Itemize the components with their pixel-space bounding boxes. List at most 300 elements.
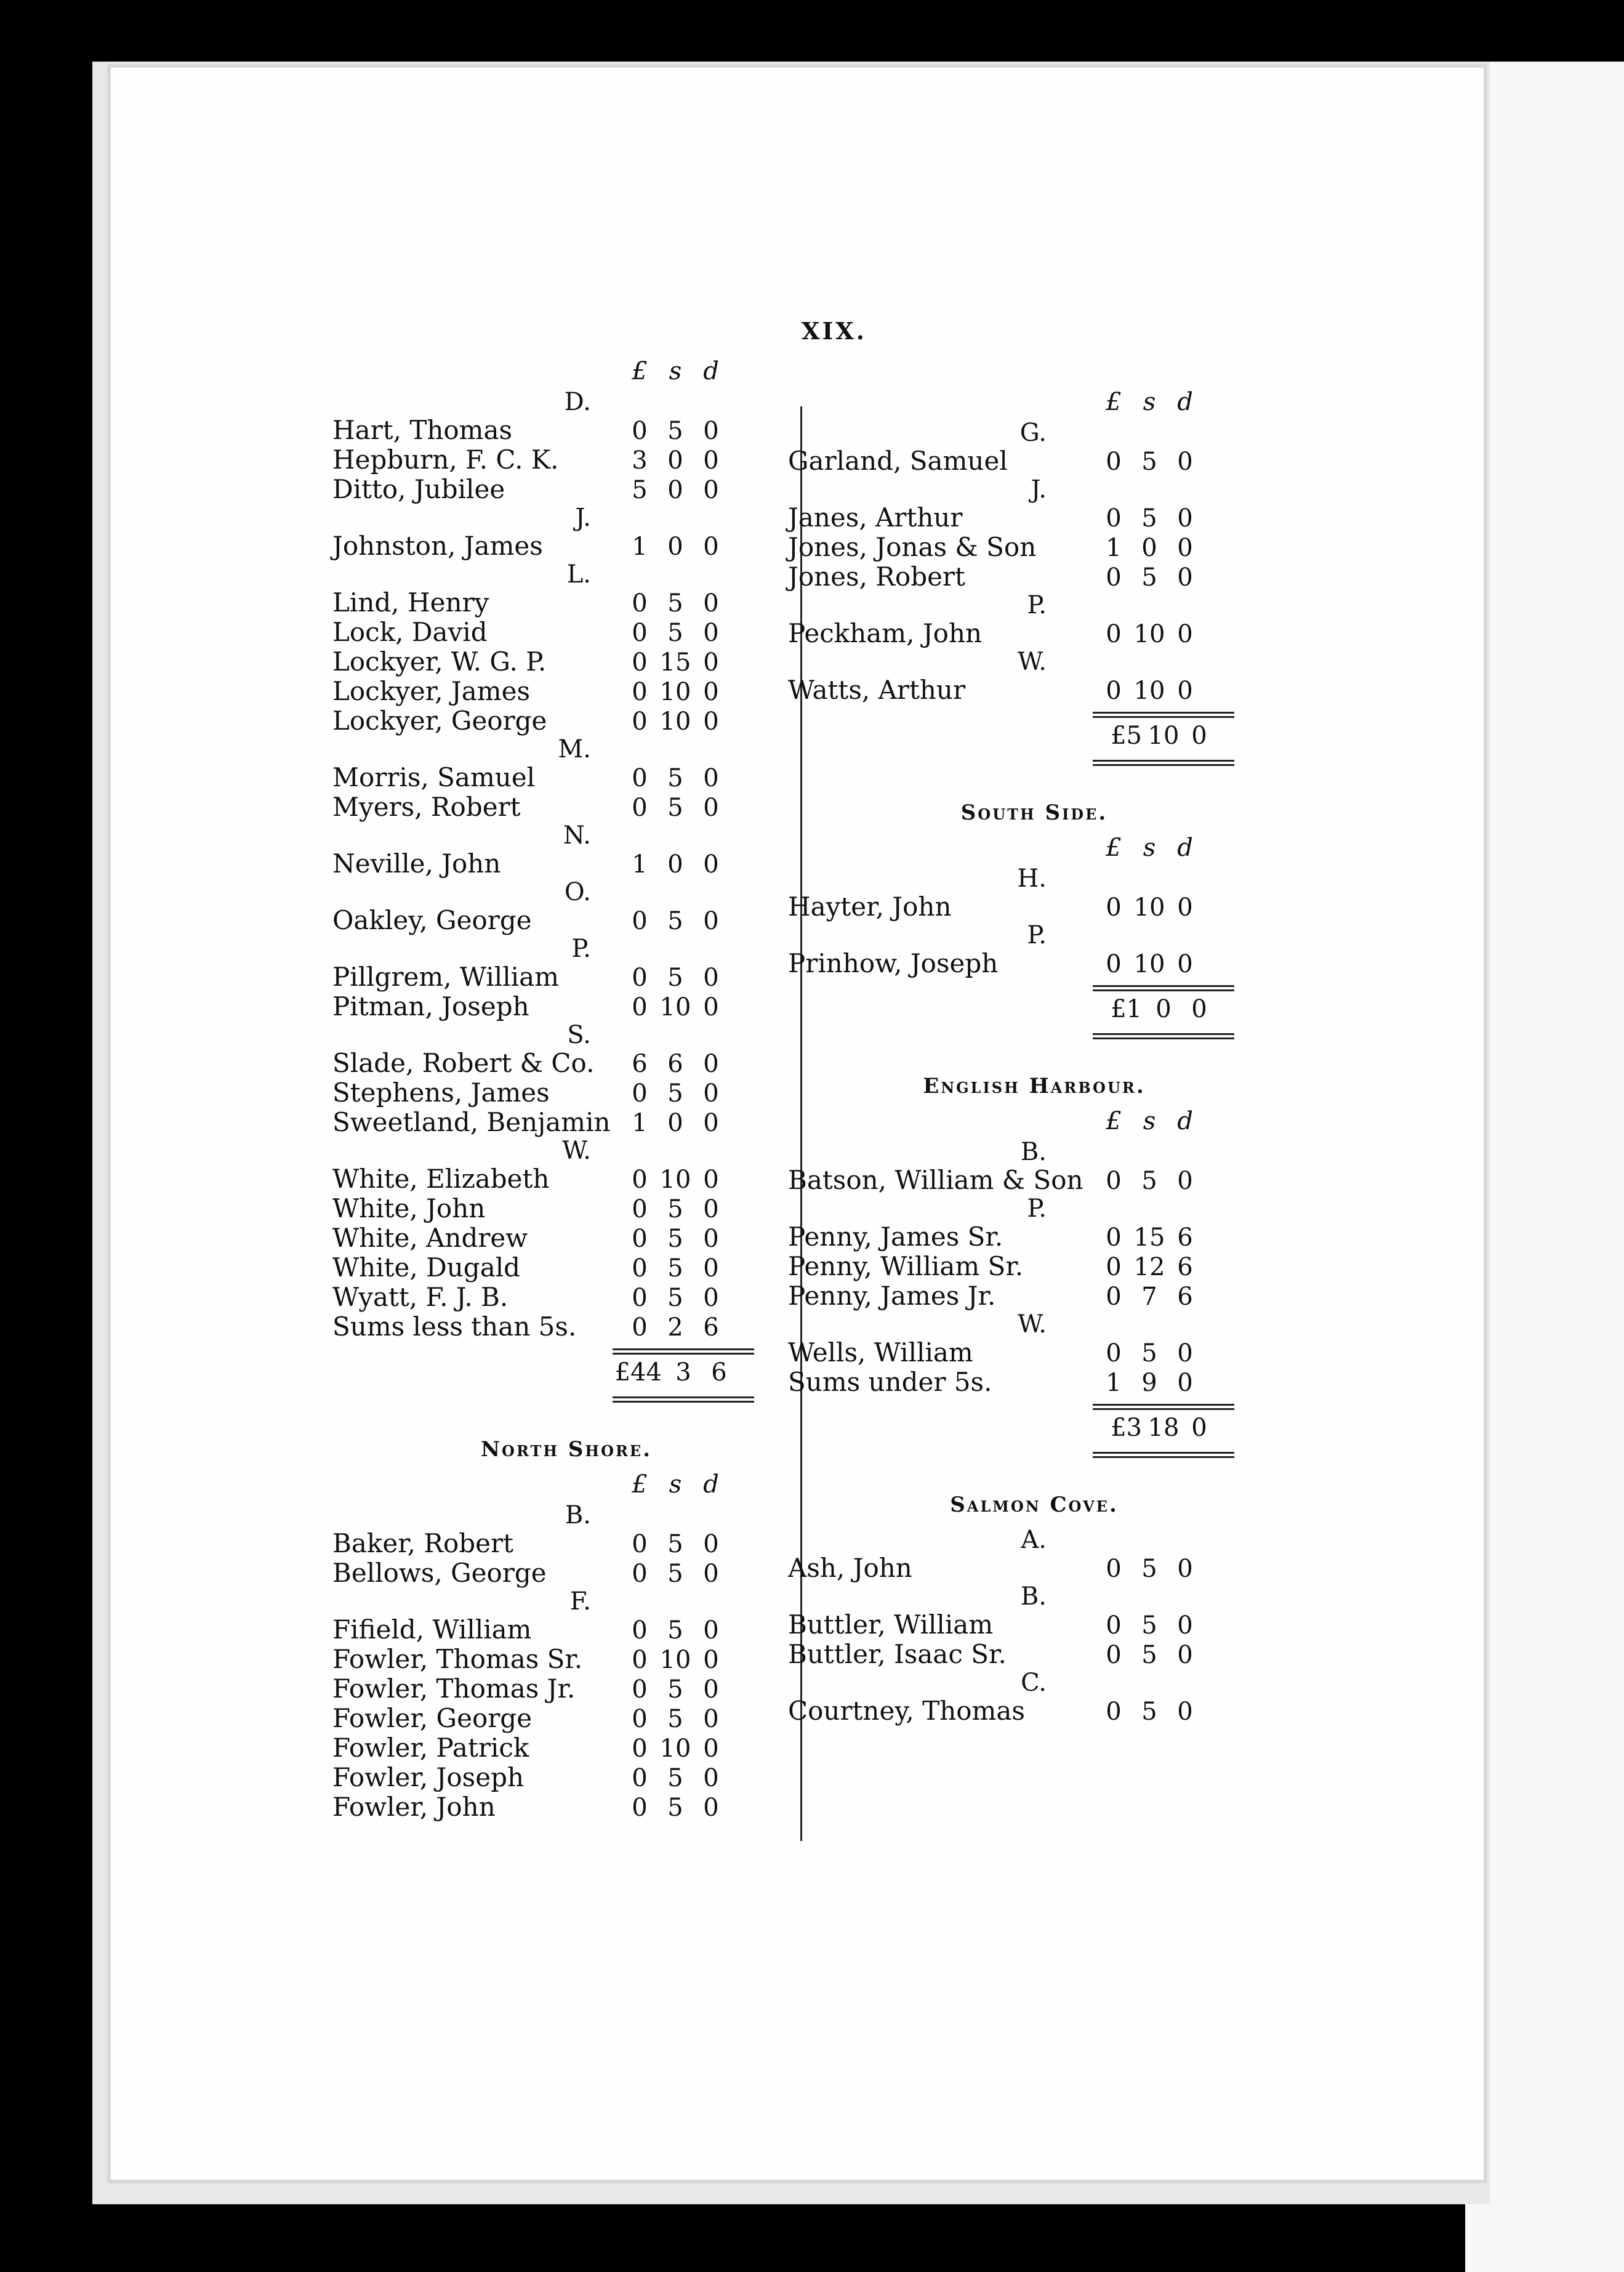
total-rule bbox=[1093, 1404, 1234, 1410]
index-letter-row bbox=[332, 1587, 800, 1614]
amount-pence: 0 bbox=[1177, 677, 1193, 705]
subscriber-row bbox=[332, 1528, 800, 1558]
subscriber-row bbox=[788, 1696, 1280, 1725]
subscriber-row bbox=[332, 1048, 800, 1078]
amount-pounds: 0 bbox=[1106, 563, 1122, 592]
header-pence: d bbox=[703, 357, 719, 385]
subscriber-name: Courtney, Thomas bbox=[788, 1696, 1025, 1726]
amount-shillings: 12 bbox=[1133, 1253, 1165, 1281]
amount-shillings: 5 bbox=[667, 764, 683, 792]
index-letter: L. bbox=[566, 560, 591, 589]
amount-pounds: 0 bbox=[1106, 1641, 1122, 1669]
amount-pence: 0 bbox=[703, 1254, 719, 1283]
column-header bbox=[332, 357, 800, 388]
amount-shillings: 10 bbox=[1133, 620, 1165, 648]
page-number: XIX. bbox=[802, 317, 867, 345]
subscriber-name: Fowler, John bbox=[332, 1792, 496, 1822]
subscriber-name: Janes, Arthur bbox=[788, 502, 963, 533]
total-shillings: 0 bbox=[1156, 995, 1172, 1023]
column-header bbox=[788, 1107, 1280, 1138]
amount-shillings: 10 bbox=[659, 1734, 691, 1763]
subscriber-row bbox=[788, 1337, 1280, 1367]
south-side-groups bbox=[788, 864, 1280, 978]
amount-pence: 0 bbox=[703, 1079, 719, 1108]
amount-pence: 6 bbox=[1177, 1253, 1193, 1281]
subscriber-row bbox=[332, 1614, 800, 1644]
amount-pounds: 0 bbox=[1106, 1339, 1122, 1368]
amount-pounds: 0 bbox=[632, 1254, 648, 1283]
amount-pence: 0 bbox=[703, 964, 719, 992]
index-letter-row bbox=[788, 1194, 1280, 1222]
subscriber-name: White, Dugald bbox=[332, 1252, 521, 1283]
amount-pence: 6 bbox=[1177, 1283, 1193, 1311]
amount-shillings: 5 bbox=[667, 1705, 683, 1733]
amount-pence: 0 bbox=[703, 589, 719, 618]
subscriber-row bbox=[788, 675, 1280, 704]
subscriber-name: Hayter, John bbox=[788, 892, 952, 922]
amount-pounds: 0 bbox=[1106, 1283, 1122, 1311]
index-letter-row bbox=[332, 1501, 800, 1528]
amount-pounds: 5 bbox=[632, 476, 648, 504]
amount-shillings: 5 bbox=[1141, 448, 1157, 476]
amount-pounds: 0 bbox=[632, 1313, 648, 1342]
amount-shillings: 10 bbox=[1133, 950, 1165, 978]
amount-pounds: 3 bbox=[632, 446, 648, 475]
amount-pounds: 0 bbox=[632, 417, 648, 445]
index-letter-row bbox=[788, 419, 1280, 446]
index-letter: N. bbox=[563, 821, 591, 850]
total-shillings: 18 bbox=[1148, 1414, 1180, 1442]
amount-pounds: 0 bbox=[632, 1705, 648, 1733]
amount-pence: 0 bbox=[1177, 620, 1193, 648]
subscriber-name: Pitman, Joseph bbox=[332, 991, 529, 1021]
amount-shillings: 10 bbox=[659, 1166, 691, 1194]
amount-pounds: 0 bbox=[1106, 1611, 1122, 1640]
amount-pounds: 0 bbox=[632, 1560, 648, 1588]
amount-pence: 0 bbox=[1177, 1641, 1193, 1669]
index-letter-row bbox=[332, 935, 800, 962]
subscriber-row bbox=[788, 892, 1280, 921]
subscriber-row bbox=[332, 1558, 800, 1587]
amount-pence: 0 bbox=[703, 993, 719, 1021]
index-letter-row bbox=[332, 560, 800, 587]
amount-pence: 0 bbox=[1177, 534, 1193, 562]
subscriber-row bbox=[788, 446, 1280, 475]
amount-shillings: 5 bbox=[667, 1794, 683, 1822]
amount-pence: 0 bbox=[703, 1646, 719, 1674]
amount-pence: 0 bbox=[703, 533, 719, 561]
subscriber-name: Bellows, George bbox=[332, 1558, 547, 1588]
subscriber-name: Lockyer, W. G. P. bbox=[332, 647, 547, 677]
index-letter: J. bbox=[1031, 475, 1047, 504]
index-letter: B. bbox=[565, 1501, 591, 1529]
index-letter: B. bbox=[1020, 1582, 1047, 1611]
total-pence: 6 bbox=[711, 1358, 727, 1387]
amount-pounds: 0 bbox=[632, 1284, 648, 1312]
index-letter-row bbox=[332, 878, 800, 905]
amount-pounds: 0 bbox=[632, 993, 648, 1021]
subscriber-row bbox=[332, 762, 800, 792]
index-letter: C. bbox=[1021, 1669, 1047, 1697]
amount-pence: 0 bbox=[1177, 893, 1193, 922]
subscriber-row bbox=[788, 1367, 1280, 1396]
header-shillings: s bbox=[669, 357, 682, 385]
amount-shillings: 0 bbox=[1141, 534, 1157, 562]
right-column bbox=[788, 388, 1280, 1725]
subscriber-row bbox=[332, 1703, 800, 1733]
subscriber-row bbox=[332, 1311, 800, 1341]
amount-shillings: 2 bbox=[667, 1313, 683, 1342]
subscriber-row bbox=[332, 1164, 800, 1193]
amount-shillings: 5 bbox=[667, 1225, 683, 1253]
amount-shillings: 15 bbox=[1133, 1223, 1165, 1252]
subscriber-row bbox=[332, 1223, 800, 1252]
subscriber-row bbox=[332, 706, 800, 735]
amount-pounds: 6 bbox=[632, 1050, 648, 1078]
amount-pence: 0 bbox=[703, 1050, 719, 1078]
subscriber-name: Jones, Robert bbox=[788, 562, 965, 592]
right-groups bbox=[788, 419, 1280, 704]
index-letter: P. bbox=[1027, 1194, 1047, 1223]
amount-pence: 0 bbox=[703, 1705, 719, 1733]
subscriber-name: Slade, Robert & Co. bbox=[332, 1048, 595, 1078]
amount-pence: 6 bbox=[703, 1313, 719, 1342]
subscriber-name: Penny, William Sr. bbox=[788, 1251, 1024, 1281]
amount-pence: 0 bbox=[1177, 1167, 1193, 1195]
index-letter: O. bbox=[564, 878, 591, 906]
section-title-salmon-cove: Salmon Cove. bbox=[950, 1493, 1119, 1517]
amount-pence: 0 bbox=[703, 1284, 719, 1312]
amount-shillings: 5 bbox=[1141, 563, 1157, 592]
amount-shillings: 5 bbox=[667, 1764, 683, 1792]
total-pence: 0 bbox=[1191, 995, 1207, 1023]
subscriber-row bbox=[788, 1165, 1280, 1194]
subscriber-row bbox=[788, 1222, 1280, 1251]
section-title-english-harbour: English Harbour. bbox=[923, 1074, 1146, 1098]
amount-shillings: 5 bbox=[1141, 504, 1157, 533]
subscriber-row bbox=[332, 991, 800, 1021]
amount-pounds: 1 bbox=[1106, 1369, 1122, 1397]
amount-shillings: 10 bbox=[659, 993, 691, 1021]
amount-pounds: 0 bbox=[632, 619, 648, 647]
amount-shillings: 0 bbox=[667, 446, 683, 475]
subscriber-name: Fowler, Thomas Jr. bbox=[332, 1674, 576, 1704]
left-groups bbox=[332, 388, 800, 1341]
subscriber-row bbox=[332, 1193, 800, 1223]
amount-pounds: 0 bbox=[632, 1675, 648, 1704]
index-letter-row bbox=[788, 475, 1280, 502]
left-total bbox=[332, 1348, 800, 1403]
amount-pence: 0 bbox=[703, 1166, 719, 1194]
subscriber-name: Hepburn, F. C. K. bbox=[332, 445, 559, 475]
amount-pounds: 0 bbox=[632, 907, 648, 935]
subscriber-name: Lockyer, George bbox=[332, 706, 547, 736]
subscriber-row bbox=[788, 502, 1280, 532]
subscriber-row bbox=[788, 562, 1280, 591]
subscriber-name: Oakley, George bbox=[332, 905, 532, 935]
total-rule bbox=[1093, 712, 1234, 718]
subscriber-name: Morris, Samuel bbox=[332, 762, 536, 792]
header-shillings: s bbox=[1143, 388, 1156, 416]
header-pence: d bbox=[1177, 1107, 1193, 1135]
amount-pence: 0 bbox=[703, 1195, 719, 1223]
subscriber-name: Fowler, Patrick bbox=[332, 1733, 529, 1763]
total-rule bbox=[613, 1348, 754, 1355]
index-letter: S. bbox=[567, 1021, 591, 1049]
amount-pence: 0 bbox=[703, 1734, 719, 1763]
right-total bbox=[788, 712, 1280, 766]
amount-pounds: 0 bbox=[632, 648, 648, 677]
amount-pounds: 1 bbox=[632, 533, 648, 561]
subscriber-name: Jones, Jonas & Son bbox=[788, 532, 1037, 562]
subscriber-name: White, John bbox=[332, 1193, 486, 1223]
header-shillings: s bbox=[1143, 834, 1156, 862]
subscriber-name: Sums less than 5s. bbox=[332, 1311, 577, 1342]
total-pence: 0 bbox=[1191, 1414, 1207, 1442]
subscriber-name: Hart, Thomas bbox=[332, 415, 513, 445]
amount-pence: 0 bbox=[703, 1675, 719, 1704]
subscriber-name: Johnston, James bbox=[332, 531, 543, 561]
column-header bbox=[332, 1470, 800, 1501]
subscriber-row bbox=[788, 1251, 1280, 1281]
subscriber-row bbox=[332, 445, 800, 474]
north-shore-groups bbox=[332, 1501, 800, 1821]
amount-shillings: 9 bbox=[1141, 1369, 1157, 1397]
amount-pounds: 1 bbox=[632, 1109, 648, 1137]
index-letter-row bbox=[332, 388, 800, 415]
amount-pence: 0 bbox=[703, 678, 719, 706]
column-header bbox=[788, 388, 1280, 419]
amount-pounds: 0 bbox=[632, 1794, 648, 1822]
index-letter-row bbox=[788, 648, 1280, 675]
subscriber-name: Lind, Henry bbox=[332, 587, 489, 618]
amount-pounds: 0 bbox=[1106, 1555, 1122, 1583]
amount-pounds: 0 bbox=[1106, 620, 1122, 648]
amount-shillings: 5 bbox=[667, 1560, 683, 1588]
index-letter-row bbox=[788, 1138, 1280, 1165]
amount-pence: 0 bbox=[703, 1530, 719, 1558]
subscriber-row bbox=[332, 962, 800, 991]
subscriber-name: Watts, Arthur bbox=[788, 675, 966, 705]
amount-pounds: 1 bbox=[632, 850, 648, 879]
header-pounds: £ bbox=[1106, 1107, 1122, 1135]
amount-pence: 0 bbox=[703, 648, 719, 677]
subscriber-name: Fifield, William bbox=[332, 1614, 532, 1645]
subscriber-name: Buttler, Isaac Sr. bbox=[788, 1639, 1007, 1669]
total-pounds: £1 bbox=[1111, 995, 1142, 1023]
header-pounds: £ bbox=[1106, 834, 1122, 862]
subscriber-row bbox=[332, 676, 800, 706]
amount-shillings: 10 bbox=[1133, 893, 1165, 922]
header-pounds: £ bbox=[1106, 388, 1122, 416]
index-letter-row bbox=[788, 1669, 1280, 1696]
subscriber-name: Wyatt, F. J. B. bbox=[332, 1282, 509, 1312]
amount-pence: 0 bbox=[703, 764, 719, 792]
amount-shillings: 5 bbox=[1141, 1698, 1157, 1726]
amount-shillings: 5 bbox=[1141, 1555, 1157, 1583]
total-shillings: 10 bbox=[1148, 722, 1180, 750]
subscriber-name: Stephens, James bbox=[332, 1078, 550, 1108]
subscriber-name: Garland, Samuel bbox=[788, 446, 1008, 476]
subscriber-row bbox=[332, 415, 800, 445]
amount-shillings: 15 bbox=[659, 648, 691, 677]
amount-pounds: 0 bbox=[632, 678, 648, 706]
subscriber-row bbox=[332, 1733, 800, 1762]
amount-shillings: 5 bbox=[1141, 1641, 1157, 1669]
subscriber-name: Sweetland, Benjamin bbox=[332, 1107, 611, 1137]
subscriber-row bbox=[332, 617, 800, 647]
header-shillings: s bbox=[1143, 1107, 1156, 1135]
subscriber-name: White, Andrew bbox=[332, 1223, 528, 1253]
section-title-south-side: South Side. bbox=[960, 800, 1108, 825]
index-letter-row bbox=[332, 504, 800, 531]
subscriber-name: Baker, Robert bbox=[332, 1528, 513, 1558]
index-letter-row bbox=[788, 591, 1280, 618]
index-letter: W. bbox=[1018, 1310, 1047, 1339]
header-shillings: s bbox=[669, 1470, 682, 1499]
subscriber-row bbox=[332, 848, 800, 878]
amount-pence: 6 bbox=[1177, 1223, 1193, 1252]
amount-pence: 0 bbox=[703, 417, 719, 445]
subscriber-row bbox=[332, 792, 800, 821]
amount-pounds: 0 bbox=[1106, 448, 1122, 476]
amount-pounds: 0 bbox=[632, 589, 648, 618]
total-rule bbox=[1093, 760, 1234, 766]
subscriber-row bbox=[332, 474, 800, 504]
amount-shillings: 5 bbox=[667, 1675, 683, 1704]
amount-pounds: 0 bbox=[632, 794, 648, 822]
index-letter: G. bbox=[1019, 419, 1047, 447]
subscriber-name: Pillgrem, William bbox=[332, 962, 559, 992]
subscriber-row bbox=[788, 532, 1280, 562]
amount-pounds: 0 bbox=[632, 1225, 648, 1253]
subscriber-row bbox=[332, 1792, 800, 1821]
subscriber-name: Fowler, George bbox=[332, 1703, 533, 1733]
amount-shillings: 5 bbox=[667, 1616, 683, 1645]
amount-pence: 0 bbox=[703, 1109, 719, 1137]
subscriber-row bbox=[332, 587, 800, 617]
amount-pence: 0 bbox=[703, 1764, 719, 1792]
amount-shillings: 6 bbox=[667, 1050, 683, 1078]
amount-shillings: 7 bbox=[1141, 1283, 1157, 1311]
amount-pence: 0 bbox=[703, 707, 719, 736]
subscriber-row bbox=[788, 1281, 1280, 1310]
amount-pounds: 0 bbox=[1106, 1698, 1122, 1726]
total-rule bbox=[1093, 1452, 1234, 1458]
header-pence: d bbox=[1177, 834, 1193, 862]
amount-pence: 0 bbox=[1177, 504, 1193, 533]
amount-pence: 0 bbox=[1177, 1555, 1193, 1583]
header-pounds: £ bbox=[632, 1470, 648, 1499]
amount-pounds: 0 bbox=[1106, 950, 1122, 978]
subscriber-row bbox=[332, 905, 800, 935]
subscriber-row bbox=[332, 1252, 800, 1282]
subscriber-row bbox=[788, 948, 1280, 978]
index-letter: F. bbox=[569, 1587, 591, 1616]
amount-pence: 0 bbox=[703, 476, 719, 504]
index-letter: D. bbox=[564, 388, 591, 416]
amount-pence: 0 bbox=[703, 1616, 719, 1645]
english-harbour-total bbox=[788, 1404, 1280, 1458]
total-pounds: £3 bbox=[1111, 1414, 1142, 1442]
amount-pounds: 0 bbox=[632, 1646, 648, 1674]
subscriber-name: Ditto, Jubilee bbox=[332, 474, 505, 504]
amount-shillings: 5 bbox=[667, 1254, 683, 1283]
subscriber-name: Batson, William & Son bbox=[788, 1165, 1083, 1195]
total-shillings: 3 bbox=[675, 1358, 691, 1387]
amount-shillings: 5 bbox=[667, 1195, 683, 1223]
amount-shillings: 5 bbox=[667, 1284, 683, 1312]
subscriber-row bbox=[788, 1553, 1280, 1582]
index-letter-row bbox=[788, 1310, 1280, 1337]
amount-pounds: 0 bbox=[1106, 1223, 1122, 1252]
amount-shillings: 5 bbox=[667, 964, 683, 992]
amount-pounds: 0 bbox=[632, 1079, 648, 1108]
amount-pounds: 0 bbox=[632, 1616, 648, 1645]
index-letter-row bbox=[788, 1526, 1280, 1553]
amount-pence: 0 bbox=[1177, 950, 1193, 978]
amount-pounds: 0 bbox=[632, 764, 648, 792]
subscriber-row bbox=[332, 1107, 800, 1137]
total-rule bbox=[1093, 1033, 1234, 1039]
amount-pounds: 0 bbox=[1106, 893, 1122, 922]
index-letter-row bbox=[332, 1021, 800, 1048]
subscriber-row bbox=[332, 647, 800, 676]
subscriber-name: Ash, John bbox=[788, 1553, 912, 1583]
amount-shillings: 10 bbox=[659, 1646, 691, 1674]
amount-pence: 0 bbox=[1177, 1698, 1193, 1726]
subscriber-name: White, Elizabeth bbox=[332, 1164, 550, 1194]
index-letter: P. bbox=[571, 935, 591, 963]
index-letter: H. bbox=[1017, 864, 1047, 893]
subscriber-row bbox=[788, 1609, 1280, 1639]
amount-shillings: 5 bbox=[1141, 1339, 1157, 1368]
amount-pounds: 0 bbox=[1106, 677, 1122, 705]
left-column bbox=[332, 357, 800, 1821]
amount-pounds: 0 bbox=[632, 964, 648, 992]
amount-pence: 0 bbox=[703, 907, 719, 935]
index-letter: P. bbox=[1027, 921, 1047, 949]
index-letter: A. bbox=[1021, 1526, 1047, 1554]
amount-shillings: 0 bbox=[667, 850, 683, 879]
amount-pounds: 1 bbox=[1106, 534, 1122, 562]
amount-shillings: 5 bbox=[1141, 1611, 1157, 1640]
index-letter-row bbox=[332, 1137, 800, 1164]
amount-pounds: 0 bbox=[632, 1734, 648, 1763]
subscriber-name: Sums under 5s. bbox=[788, 1367, 992, 1397]
subscriber-name: Penny, James Jr. bbox=[788, 1281, 996, 1311]
subscriber-name: Neville, John bbox=[332, 848, 501, 879]
amount-shillings: 5 bbox=[667, 794, 683, 822]
amount-shillings: 0 bbox=[667, 533, 683, 561]
amount-pence: 0 bbox=[703, 794, 719, 822]
amount-pounds: 0 bbox=[632, 1764, 648, 1792]
amount-shillings: 10 bbox=[1133, 677, 1165, 705]
subscriber-row bbox=[788, 1639, 1280, 1669]
index-letter-row bbox=[332, 821, 800, 848]
amount-shillings: 5 bbox=[667, 589, 683, 618]
amount-shillings: 5 bbox=[667, 417, 683, 445]
amount-pence: 0 bbox=[1177, 1369, 1193, 1397]
index-letter-row bbox=[788, 1582, 1280, 1609]
amount-shillings: 5 bbox=[667, 619, 683, 647]
subscriber-name: Penny, James Sr. bbox=[788, 1222, 1003, 1252]
salmon-cove-groups bbox=[788, 1526, 1280, 1725]
amount-shillings: 10 bbox=[659, 678, 691, 706]
amount-shillings: 0 bbox=[667, 1109, 683, 1137]
index-letter: B. bbox=[1020, 1138, 1047, 1166]
amount-shillings: 5 bbox=[1141, 1167, 1157, 1195]
